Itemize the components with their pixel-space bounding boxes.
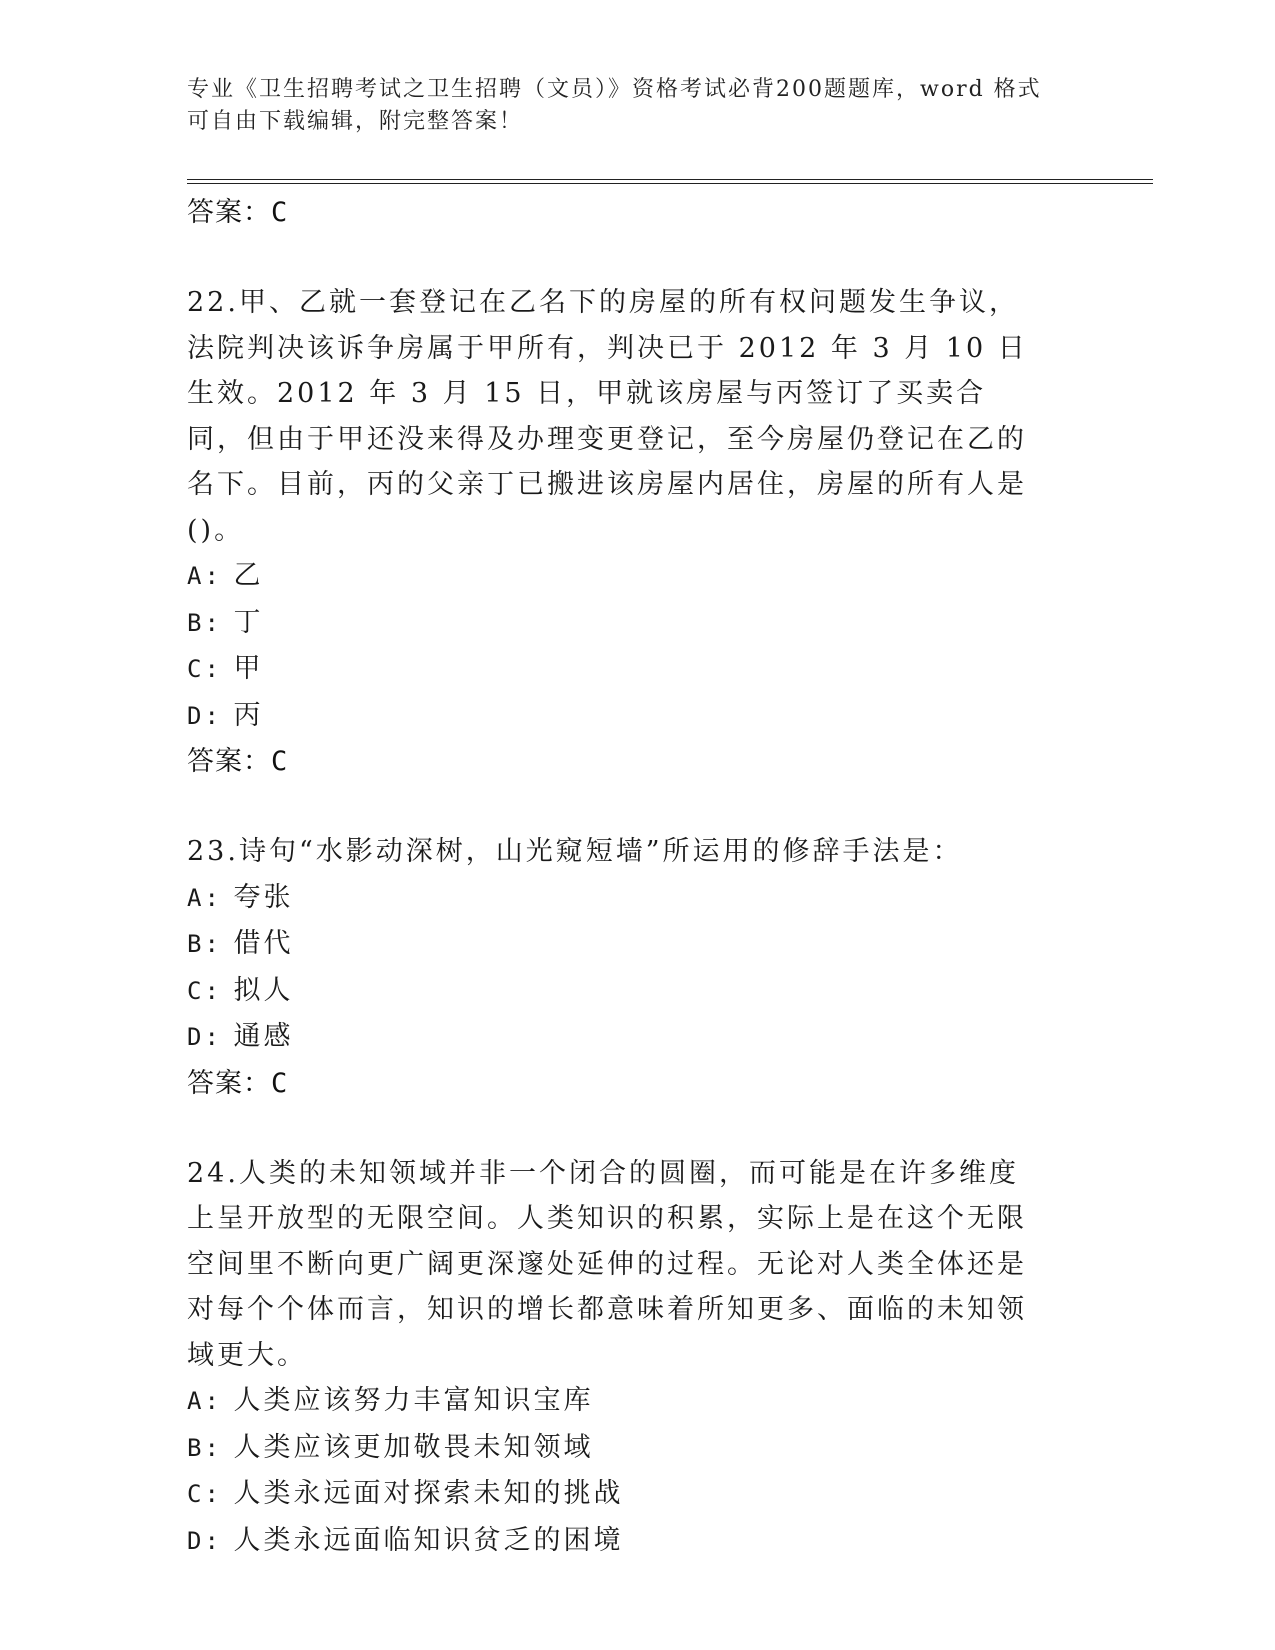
option-letter: B: (187, 930, 222, 958)
option-d (187, 1518, 1087, 1565)
option-text: 乙 (233, 560, 264, 591)
question-stem: 22.甲、乙就一套登记在乙名下的房屋的所有权问题发生争议，法院判决该诉争房属于甲所有，判决已于 2012 年 3 月 10 日生效。2012 年 3 月 15 日，甲就该房屋与丙签订了买卖合同，但由于甲还没来得及办理变更登记，至今房屋仍登记在乙的名下。目前，丙的父亲丁已搬进该房屋内居住，房屋的所有人是()。 (187, 287, 1028, 546)
answer-line: 答案：C (187, 746, 289, 777)
option-text: 人类永远面对探索未知的挑战 (233, 1478, 624, 1509)
option-list (187, 875, 1087, 1061)
option-d (187, 693, 1087, 740)
header-divider-top (187, 179, 1153, 180)
option-letter: C: (187, 655, 222, 683)
previous-answer: 答案：C (187, 197, 289, 228)
header-divider-bottom (187, 183, 1153, 184)
question-24 (187, 1151, 1087, 1565)
option-text: 人类应该更加敬畏未知领域 (233, 1431, 594, 1463)
option-b (187, 600, 1087, 647)
option-text: 人类永远面临知识贫乏的困境 (233, 1524, 624, 1556)
option-letter: D: (187, 701, 222, 730)
answer-line: 答案：C (187, 1067, 289, 1099)
option-d (187, 1014, 1087, 1061)
option-letter: C: (187, 976, 222, 1005)
question-stem: 23.诗句“水影动深树，山光窥短墙”所运用的修辞手法是： (187, 836, 963, 867)
option-text: 人类应该努力丰富知识宝库 (233, 1385, 594, 1416)
option-letter: A: (187, 1387, 222, 1415)
option-c (187, 646, 1087, 693)
option-text: 丙 (233, 699, 264, 731)
question-22 (187, 280, 1087, 784)
option-text: 甲 (233, 653, 264, 684)
option-a (187, 553, 1087, 600)
question-23 (187, 829, 1087, 1106)
question-stem: 24.人类的未知领域并非一个闭合的圆圈，而可能是在许多维度上呈开放型的无限空间。人类知识的积累，实际上是在这个无限空间里不断向更广阔更深邃处延伸的过程。无论对人类全体还是对每个个体而言，知识的增长都意味着所知更多、面临的未知领域更大。 (187, 1157, 1027, 1371)
option-b (187, 1425, 1087, 1472)
header-line-2: 可自由下载编辑，附完整答案！ (187, 109, 524, 134)
option-letter: D: (187, 1023, 222, 1051)
option-letter: B: (187, 1433, 222, 1462)
option-text: 丁 (233, 606, 264, 638)
option-c (187, 1471, 1087, 1518)
option-b (187, 921, 1087, 968)
option-text: 借代 (233, 928, 294, 959)
option-letter: D: (187, 1526, 222, 1555)
document-header (187, 74, 1087, 138)
option-a (187, 875, 1087, 922)
document-body (187, 190, 1087, 1609)
header-line-1: 专业《卫生招聘考试之卫生招聘（文员）》资格考试必背200题题库，word 格式 (187, 77, 1042, 102)
option-letter: A: (187, 883, 222, 912)
option-a (187, 1378, 1087, 1425)
option-text: 拟人 (233, 974, 294, 1006)
option-text: 通感 (233, 1021, 294, 1052)
option-list (187, 1378, 1087, 1564)
option-letter: B: (187, 608, 222, 637)
option-letter: A: (187, 562, 222, 590)
option-text: 夸张 (233, 881, 294, 913)
option-list (187, 553, 1087, 739)
option-letter: C: (187, 1480, 222, 1508)
option-c (187, 968, 1087, 1015)
